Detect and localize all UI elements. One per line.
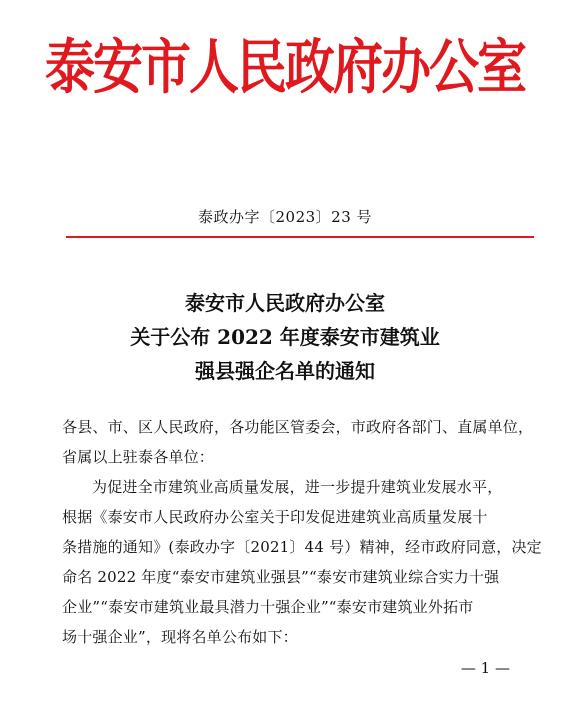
title-line-1: 泰安市人民政府办公室 [185,291,385,315]
paragraph-line-6: 场十强企业”，现将名单公布如下： [62,628,298,646]
document-title [0,286,570,388]
paragraph-line-2: 根据《泰安市人民政府办公室关于印发促进建筑业高质量发展十 [62,508,488,526]
paragraph-line-1: 为促进全市建筑业高质量发展，进一步提升建筑业发展水平， [92,478,503,496]
document-body [62,412,542,652]
addressee-line-1: 各县、市、区人民政府，各功能区管委会，市政府各部门、直属单位， [62,418,534,436]
issuer-header: 泰安市人民政府办公室 [45,32,525,102]
paragraph-line-4: 命名 2022 年度“泰安市建筑业强县”“泰安市建筑业综合实力十强 [62,568,500,586]
red-divider-line [66,236,534,238]
addressee-line-2: 省属以上驻泰各单位： [62,448,215,466]
paragraph-line-3: 条措施的通知》(泰政办字〔2021〕44 号）精神，经市政府同意，决定 [62,538,542,556]
title-line-3: 强县强企名单的通知 [195,359,375,383]
paragraph-line-5: 企业”“泰安市建筑业最具潜力十强企业”“泰安市建筑业外拓市 [62,598,474,616]
document-number: 泰政办字〔2023〕23 号 [197,208,373,226]
title-line-2: 关于公布 2022 年度泰安市建筑业 [130,325,440,349]
page-number: — 1 — [460,659,510,677]
